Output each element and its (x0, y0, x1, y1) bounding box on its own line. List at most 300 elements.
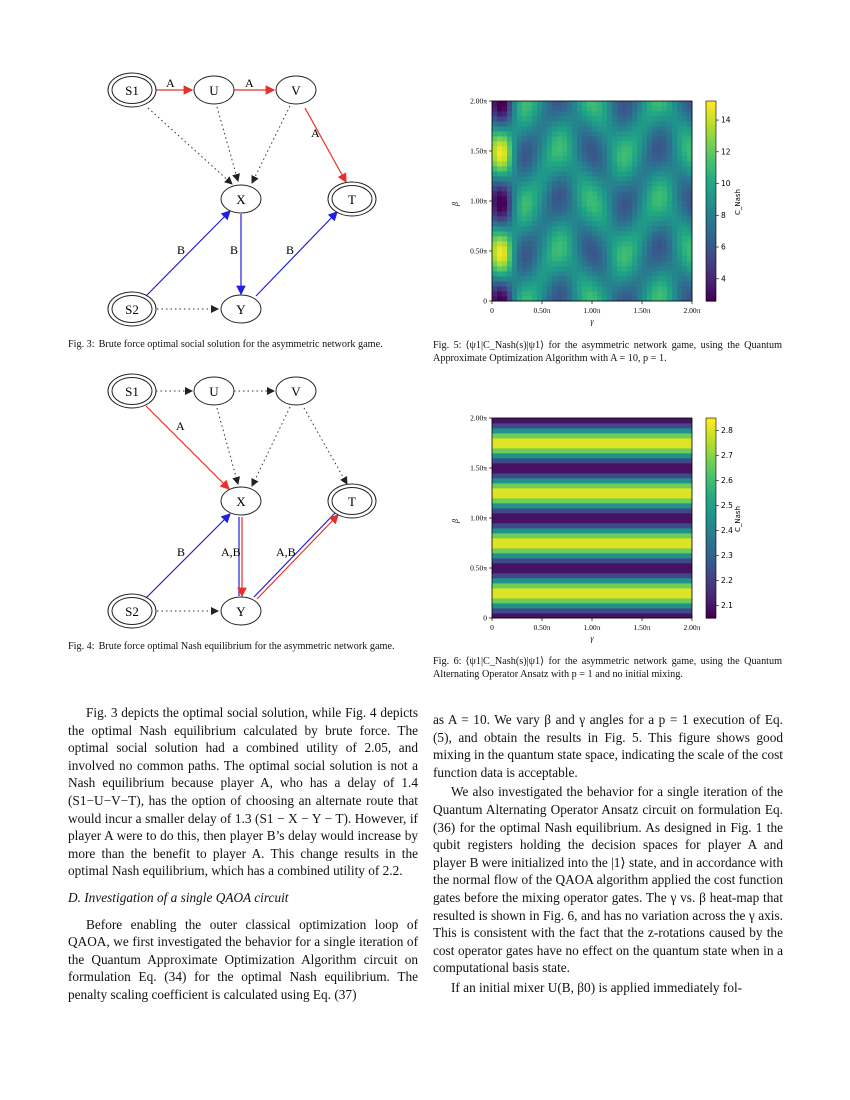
heatmap-cell (677, 166, 682, 171)
heatmap-cell (577, 176, 582, 181)
heatmap-cell (677, 231, 682, 236)
heatmap-cell (562, 141, 567, 146)
heatmap-cell (502, 121, 507, 126)
heatmap-cell (537, 251, 542, 256)
heatmap-cell (527, 296, 532, 301)
heatmap-cell (507, 256, 512, 261)
heatmap-cell (577, 266, 582, 271)
heatmap-cell (567, 121, 572, 126)
heatmap-cell (662, 221, 667, 226)
heatmap-cell (517, 266, 522, 271)
heatmap-cell (582, 121, 587, 126)
heatmap-cell (597, 261, 602, 266)
heatmap-cell (617, 266, 622, 271)
heatmap-cell (497, 176, 502, 181)
heatmap-cell (557, 226, 562, 231)
heatmap-cell (552, 216, 557, 221)
heatmap-cell (647, 136, 652, 141)
heatmap-cell (662, 156, 667, 161)
heatmap-cell (597, 296, 602, 301)
heatmap-cell (517, 291, 522, 296)
heatmap-cell (497, 281, 502, 286)
heatmap-cell (502, 276, 507, 281)
heatmap-cell (577, 291, 582, 296)
heatmap-cell (587, 291, 592, 296)
heatmap-band (492, 503, 692, 508)
heatmap-cell (652, 126, 657, 131)
heatmap-cell (567, 126, 572, 131)
heatmap-cell (667, 216, 672, 221)
heatmap-cell (612, 251, 617, 256)
heatmap-cell (492, 256, 497, 261)
heatmap-cell (627, 276, 632, 281)
heatmap-cell (667, 296, 672, 301)
heatmap-cell (587, 256, 592, 261)
heatmap-cell (577, 186, 582, 191)
heatmap-cell (672, 116, 677, 121)
heatmap-cell (642, 171, 647, 176)
heatmap-cell (527, 166, 532, 171)
heatmap-cell (567, 266, 572, 271)
heatmap-band (492, 568, 692, 573)
heatmap-cell (652, 276, 657, 281)
heatmap-cell (537, 166, 542, 171)
heatmap-cell (657, 266, 662, 271)
heatmap-cell (582, 116, 587, 121)
heatmap-cell (512, 256, 517, 261)
heatmap-cell (602, 146, 607, 151)
heatmap-cell (657, 146, 662, 151)
heatmap-cell (637, 216, 642, 221)
heatmap-cell (497, 286, 502, 291)
heatmap-cell (662, 251, 667, 256)
heatmap-cell (497, 221, 502, 226)
heatmap-cell (587, 236, 592, 241)
heatmap-cell (667, 166, 672, 171)
heatmap-cell (557, 141, 562, 146)
heatmap-cell (632, 121, 637, 126)
heatmap-cell (497, 256, 502, 261)
heatmap-cell (687, 296, 692, 301)
heatmap-band (492, 548, 692, 553)
x-tick-label: 0 (490, 306, 494, 315)
heatmap-cell (567, 106, 572, 111)
heatmap-cell (542, 151, 547, 156)
heatmap-cell (662, 266, 667, 271)
heatmap-cell (687, 156, 692, 161)
heatmap-cell (667, 276, 672, 281)
heatmap-cell (602, 246, 607, 251)
heatmap-cell (642, 271, 647, 276)
heatmap-cell (502, 116, 507, 121)
colorbar-tick-label: 12 (721, 147, 731, 157)
heatmap-cell (532, 166, 537, 171)
heatmap-cell (677, 151, 682, 156)
heatmap-cell (587, 206, 592, 211)
heatmap-cell (537, 206, 542, 211)
heatmap-cell (577, 121, 582, 126)
heatmap-cell (657, 136, 662, 141)
heatmap-cell (687, 126, 692, 131)
heatmap-cell (532, 261, 537, 266)
heatmap-cell (682, 276, 687, 281)
heatmap-cell (617, 226, 622, 231)
heatmap-cell (542, 156, 547, 161)
heatmap-cell (677, 186, 682, 191)
heatmap-band (492, 473, 692, 478)
heatmap-cell (587, 146, 592, 151)
heatmap-cell (497, 231, 502, 236)
heatmap-cell (527, 176, 532, 181)
heatmap-cell (627, 191, 632, 196)
heatmap-cell (627, 176, 632, 181)
heatmap-cell (492, 231, 497, 236)
heatmap-cell (532, 281, 537, 286)
heatmap-cell (562, 256, 567, 261)
heatmap-cell (592, 226, 597, 231)
heatmap-cell (682, 296, 687, 301)
node-y (221, 597, 261, 625)
heatmap-cell (542, 201, 547, 206)
heatmap-cell (507, 126, 512, 131)
heatmap-cell (547, 141, 552, 146)
paragraph-2: Before enabling the outer classical optimization loop of QAOA, we first investigated the behavior for a single iteration of the Quantum Approximate Optimization Algorithm circuit on formulation Eq. (34) for the optimal Nash equilibrium. The penalty scaling coefficient is calculated using Eq. (37) (68, 916, 418, 1002)
heatmap-cell (682, 221, 687, 226)
edge-label-s2x: B (177, 545, 186, 559)
svg-text:S2: S2 (125, 604, 139, 619)
heatmap-cell (617, 181, 622, 186)
heatmap-cell (612, 111, 617, 116)
heatmap-cell (592, 236, 597, 241)
heatmap-cell (562, 226, 567, 231)
heatmap-cell (662, 256, 667, 261)
heatmap-cell (512, 241, 517, 246)
heatmap-cell (637, 201, 642, 206)
heatmap-cell (582, 236, 587, 241)
heatmap-band (492, 578, 692, 583)
heatmap-cell (552, 246, 557, 251)
heatmap-cell (497, 246, 502, 251)
heatmap-cell (502, 226, 507, 231)
heatmap-cell (637, 161, 642, 166)
heatmap-cell (687, 221, 692, 226)
heatmap-cell (557, 211, 562, 216)
heatmap-cell (492, 181, 497, 186)
heatmap-cell (507, 251, 512, 256)
heatmap-cell (647, 196, 652, 201)
heatmap-cell (497, 291, 502, 296)
heatmap-cell (662, 141, 667, 146)
heatmap-cell (647, 286, 652, 291)
heatmap-cell (567, 136, 572, 141)
heatmap-cell (507, 201, 512, 206)
heatmap-cell (492, 131, 497, 136)
heatmap-cell (492, 166, 497, 171)
heatmap-cell (522, 196, 527, 201)
heatmap-cell (647, 266, 652, 271)
heatmap-cell (557, 121, 562, 126)
heatmap-cell (652, 146, 657, 151)
node-t (328, 182, 376, 216)
heatmap-cell (532, 121, 537, 126)
heatmap-cell (552, 116, 557, 121)
heatmap-cell (542, 231, 547, 236)
heatmap-cell (612, 116, 617, 121)
heatmap-cell (637, 191, 642, 196)
heatmap-cell (507, 221, 512, 226)
heatmap-cell (502, 251, 507, 256)
heatmap-cell (587, 211, 592, 216)
heatmap-cell (572, 186, 577, 191)
heatmap-cell (602, 261, 607, 266)
heatmap-cell (552, 136, 557, 141)
heatmap-cell (652, 166, 657, 171)
heatmap-cell (522, 241, 527, 246)
edge-label-vt: A (311, 126, 320, 140)
heatmap-cell (632, 176, 637, 181)
heatmap-cell (657, 141, 662, 146)
heatmap-band (492, 478, 692, 483)
heatmap-cell (607, 251, 612, 256)
heatmap-cell (502, 206, 507, 211)
heatmap-cell (597, 101, 602, 106)
heatmap-cell (537, 101, 542, 106)
heatmap-cell (502, 181, 507, 186)
heatmap-cell (592, 146, 597, 151)
heatmap-cell (507, 186, 512, 191)
heatmap-cell (687, 186, 692, 191)
y-tick-label: 1.50π (470, 146, 487, 156)
heatmap-cell (587, 131, 592, 136)
heatmap-cell (547, 211, 552, 216)
heatmap-cell (572, 266, 577, 271)
heatmap-cell (492, 191, 497, 196)
heatmap-cell (602, 266, 607, 271)
heatmap-cell (582, 176, 587, 181)
heatmap-cell (522, 126, 527, 131)
heatmap-cell (622, 271, 627, 276)
colorbar-tick-label: 2.1 (721, 601, 733, 610)
heatmap-cell (602, 131, 607, 136)
colorbar-tick-label: 2.5 (721, 501, 733, 510)
heatmap-cell (542, 161, 547, 166)
heatmap-cell (577, 166, 582, 171)
left-column (68, 704, 418, 1004)
heatmap-cell (492, 206, 497, 211)
heatmap-cell (577, 246, 582, 251)
heatmap-cell (672, 121, 677, 126)
edge-label-s1u: A (166, 76, 175, 90)
heatmap-cell (687, 201, 692, 206)
heatmap-cell (612, 201, 617, 206)
heatmap-cell (522, 226, 527, 231)
heatmap-cell (607, 116, 612, 121)
heatmap-cell (687, 121, 692, 126)
heatmap-cell (647, 201, 652, 206)
heatmap-cell (592, 106, 597, 111)
heatmap-cell (532, 241, 537, 246)
heatmap-cell (577, 206, 582, 211)
heatmap-cell (587, 246, 592, 251)
heatmap-cell (532, 101, 537, 106)
heatmap-cell (572, 156, 577, 161)
heatmap-cell (677, 126, 682, 131)
heatmap-cell (577, 191, 582, 196)
heatmap-cell (532, 161, 537, 166)
heatmap-cell (572, 176, 577, 181)
heatmap-cell (517, 141, 522, 146)
heatmap-cell (532, 286, 537, 291)
heatmap-cell (552, 281, 557, 286)
heatmap-cell (517, 106, 522, 111)
heatmap-cell (612, 231, 617, 236)
heatmap-cell (492, 266, 497, 271)
heatmap-cell (522, 131, 527, 136)
heatmap-cell (677, 246, 682, 251)
heatmap-cell (562, 166, 567, 171)
heatmap-cell (567, 211, 572, 216)
heatmap-cell (582, 106, 587, 111)
heatmap-cell (492, 296, 497, 301)
heatmap-cell (627, 261, 632, 266)
heatmap-cell (607, 256, 612, 261)
heatmap-cell (582, 291, 587, 296)
heatmap-cell (542, 181, 547, 186)
heatmap-cell (492, 241, 497, 246)
heatmap-cell (637, 166, 642, 171)
heatmap-cell (677, 161, 682, 166)
heatmap-cell (652, 246, 657, 251)
heatmap-cell (597, 201, 602, 206)
heatmap-cell (542, 121, 547, 126)
heatmap-cell (642, 101, 647, 106)
heatmap-cell (522, 121, 527, 126)
heatmap-cell (552, 126, 557, 131)
heatmap-cell (522, 116, 527, 121)
heatmap-cell (557, 206, 562, 211)
heatmap-cell (637, 176, 642, 181)
heatmap-band (492, 528, 692, 533)
heatmap-cell (632, 191, 637, 196)
heatmap-cell (657, 276, 662, 281)
heatmap-cell (597, 271, 602, 276)
heatmap-cell (542, 111, 547, 116)
heatmap-cell (502, 146, 507, 151)
heatmap-cell (512, 131, 517, 136)
heatmap-cell (537, 121, 542, 126)
heatmap-cell (642, 141, 647, 146)
heatmap-cell (557, 241, 562, 246)
heatmap-cell (662, 211, 667, 216)
y-tick-label: 0.50π (470, 563, 487, 573)
heatmap-cell (492, 141, 497, 146)
heatmap-cell (602, 256, 607, 261)
colorbar-tick-label: 10 (721, 179, 731, 189)
heatmap-cell (677, 206, 682, 211)
fig4-graph (60, 362, 440, 632)
heatmap-cell (607, 221, 612, 226)
heatmap-band (492, 468, 692, 473)
heatmap-cell (652, 291, 657, 296)
heatmap-cell (677, 236, 682, 241)
heatmap-cell (607, 286, 612, 291)
heatmap-cell (612, 171, 617, 176)
heatmap-cell (647, 206, 652, 211)
heatmap-cell (612, 196, 617, 201)
heatmap-cell (552, 176, 557, 181)
heatmap-cell (517, 281, 522, 286)
heatmap-cell (632, 151, 637, 156)
heatmap-cell (662, 201, 667, 206)
heatmap-cell (632, 296, 637, 301)
heatmap-cell (682, 216, 687, 221)
heatmap-cell (677, 201, 682, 206)
heatmap-cell (562, 156, 567, 161)
heatmap-cell (532, 116, 537, 121)
heatmap-cell (622, 111, 627, 116)
heatmap-cell (682, 196, 687, 201)
heatmap-cell (617, 166, 622, 171)
heatmap-cell (652, 216, 657, 221)
heatmap-cell (552, 156, 557, 161)
heatmap-cell (662, 106, 667, 111)
heatmap-cell (552, 221, 557, 226)
x-tick-label: 1.00π (583, 306, 601, 315)
heatmap-cell (612, 191, 617, 196)
heatmap-cell (687, 166, 692, 171)
heatmap-cell (687, 206, 692, 211)
heatmap-cell (542, 236, 547, 241)
svg-text:S1: S1 (125, 83, 139, 98)
heatmap-cell (667, 261, 672, 266)
heatmap-cell (512, 136, 517, 141)
heatmap-cell (532, 181, 537, 186)
heatmap-cell (632, 146, 637, 151)
heatmap-cell (597, 126, 602, 131)
heatmap-cell (672, 131, 677, 136)
heatmap-cell (652, 236, 657, 241)
colorbar-segment (706, 418, 716, 422)
heatmap-cell (497, 116, 502, 121)
heatmap-cell (572, 226, 577, 231)
heatmap-cell (652, 101, 657, 106)
heatmap-cell (612, 216, 617, 221)
edge-label-yt: A,B (276, 545, 296, 559)
heatmap-cell (637, 276, 642, 281)
heatmap-cell (522, 271, 527, 276)
heatmap-cell (572, 281, 577, 286)
heatmap-cell (642, 191, 647, 196)
heatmap-cell (607, 211, 612, 216)
heatmap-cell (587, 171, 592, 176)
heatmap-band (492, 573, 692, 578)
heatmap-cell (492, 261, 497, 266)
heatmap-cell (572, 251, 577, 256)
heatmap-cell (687, 146, 692, 151)
heatmap-cell (497, 101, 502, 106)
heatmap-cell (627, 201, 632, 206)
heatmap-cell (512, 126, 517, 131)
heatmap-cell (532, 246, 537, 251)
heatmap-cell (497, 186, 502, 191)
heatmap-cell (557, 176, 562, 181)
heatmap-cell (587, 181, 592, 186)
heatmap-cell (677, 196, 682, 201)
heatmap-cell (547, 226, 552, 231)
heatmap-cell (612, 136, 617, 141)
heatmap-cell (542, 286, 547, 291)
heatmap-cell (582, 266, 587, 271)
